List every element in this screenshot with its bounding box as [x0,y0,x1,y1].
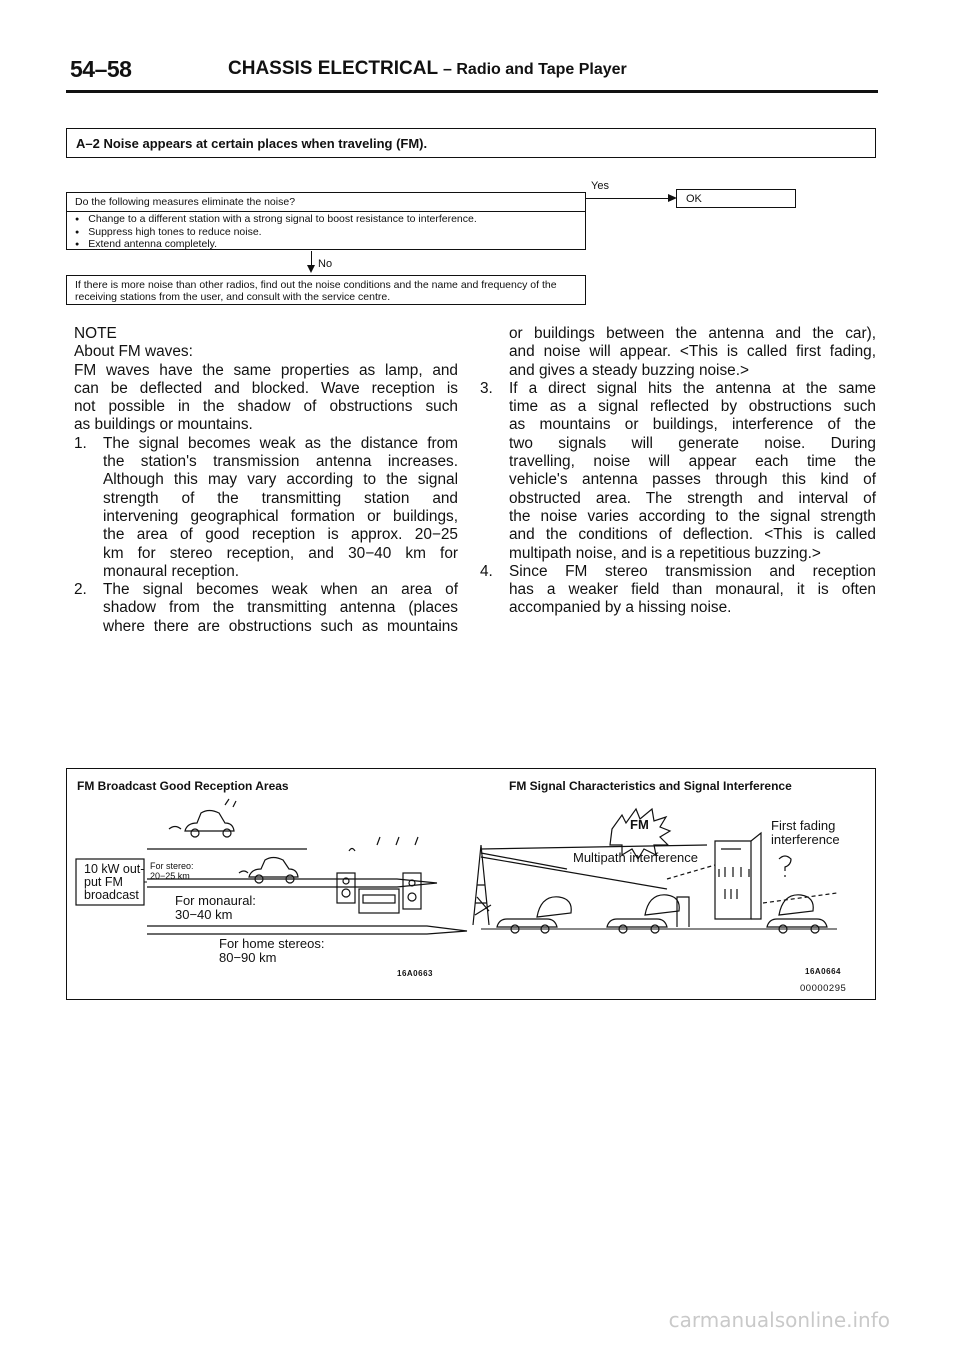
section-title: A–2 Noise appears at certain places when traveling (FM). [66,128,876,158]
item-line: multipath noise, and is a repetitious buzzing.> [509,544,821,562]
intro-line: can be deflected and blocked. Wave reception is [74,379,458,397]
item-line: shadow from the transmitting antenna (places [103,599,458,617]
title-main: CHASSIS ELECTRICAL [228,58,438,79]
question-text: Do the following measures eliminate the noise? [67,193,585,212]
item-line: intervening geographical formation or buildings, [103,507,458,525]
item-line: km for stereo reception, and 30−40 km for [103,544,458,562]
ok-box: OK [676,189,796,208]
no-label: No [318,258,333,270]
car-middle-icon [239,837,418,883]
home-line: 80−90 km [219,950,277,965]
car-top-icon [169,799,236,837]
item-line: has a weaker field than monaural, it is often [509,581,876,599]
note-subheading: About FM waves: [74,343,193,361]
station-label [84,863,144,902]
note-heading: NOTE [74,325,117,342]
note-item-2 [74,581,458,599]
building-icon [715,833,761,919]
result-box: If there is more noise than other radios, find out the noise conditions and the name and frequency of the receiving stations from the user, and consult with the service centre. [66,275,586,305]
yes-label: Yes [591,180,609,192]
first-fading-line: interference [771,832,840,847]
item-line: The signal becomes weak as the distance from [103,434,458,452]
station-line: 10 kW out- [84,862,145,876]
title-sub: – Radio and Tape Player [443,61,627,78]
car-with-noise-icons [497,856,827,933]
item-line: strength of the transmitting station and [103,489,458,507]
item-line: as mountains or buildings, interference of the [509,416,876,434]
item-number: 3. [480,379,493,397]
station-line: put FM [84,875,123,889]
item-number: 2. [74,581,87,599]
item-line: and the conditions of deflection. <This is called [509,526,876,544]
watermark: carmanualsonline.info [668,1308,890,1332]
question-box [66,192,586,250]
station-line: broadcast [84,888,139,902]
measure-item: ● Change to a different station with a strong signal to boost resistance to interference. [75,214,585,227]
stereo-range-label [150,861,194,881]
left-figure-code: 16A0663 [397,969,433,978]
note-left-column [74,325,458,636]
intro-line: not possible in the shadow of obstructions such [74,398,458,416]
measures-list [67,212,585,252]
item-line: time as a signal reflected by obstructions such [509,398,876,416]
monaural-line: For monaural: [175,893,256,908]
item-line: and gives a steady buzzing noise.> [509,361,749,379]
measure-item: ● Extend antenna completely. [75,239,585,252]
item-line: Since FM stereo transmission and reception [509,562,876,580]
note-item-4 [480,563,876,581]
multipath-label: Multipath interference [573,850,699,865]
item-line: the station's transmission antenna increases. [103,453,458,471]
transmission-tower-icon [473,845,491,925]
intro-line: as buildings or mountains. [74,416,253,434]
item-line: The signal becomes weak when an area of [103,581,458,599]
home-line: For home stereos: [219,936,325,951]
item-line: where there are obstructions such as mountains [103,617,458,635]
page-title [228,58,627,80]
item-line: the area of good reception is approx. 20−25 [103,526,458,544]
item-line: two signals will generate noise. During [509,434,876,452]
note-right-column [480,325,876,618]
item-line: vehicle's antenna passes through this kind of [509,471,876,489]
item-line: or buildings between the antenna and the car), [509,325,876,342]
right-figure-caption: FM Signal Characteristics and Signal Interference [509,779,792,793]
first-fading-line: First fading [771,818,836,833]
item-line: travelling, noise will appear each time the [509,453,876,471]
item-number: 1. [74,434,87,452]
item-line: obstructed area. The strength and interval of [509,489,876,507]
note-item-1 [74,435,458,453]
item-line: the noise varies according to the signal strength [509,507,876,525]
intro-line: FM waves have the same properties as lamp, and [74,361,458,379]
figure-frame [66,768,876,1000]
document-number: 00000295 [800,983,847,994]
item-line: accompanied by a hissing noise. [509,599,732,617]
monaural-range-label [175,894,256,922]
yes-arrow-line [586,198,670,199]
item-line: monaural reception. [103,562,240,580]
header-rule [66,90,878,93]
home-range-label [219,937,325,965]
left-figure-caption: FM Broadcast Good Reception Areas [77,779,289,793]
item-line: Although this may vary according to the signal [103,471,458,489]
first-fading-label [771,819,840,847]
fm-label: FM [630,817,649,832]
right-figure-code: 16A0664 [805,967,841,976]
note-item-3 [480,380,876,398]
measure-item: ● Suppress high tones to reduce noise. [75,227,585,240]
item-number: 4. [480,562,493,580]
figure-illustrations [67,769,875,999]
no-arrow-head [307,265,315,273]
stereo-line: 20−25 km [150,871,190,881]
item-line: and noise will appear. <This is called first fading, [509,343,876,361]
stereo-line: For stereo: [150,861,194,871]
monaural-line: 30−40 km [175,907,233,922]
page-number: 54–58 [70,56,132,82]
item-line: If a direct signal hits the antenna at the same [509,379,876,397]
